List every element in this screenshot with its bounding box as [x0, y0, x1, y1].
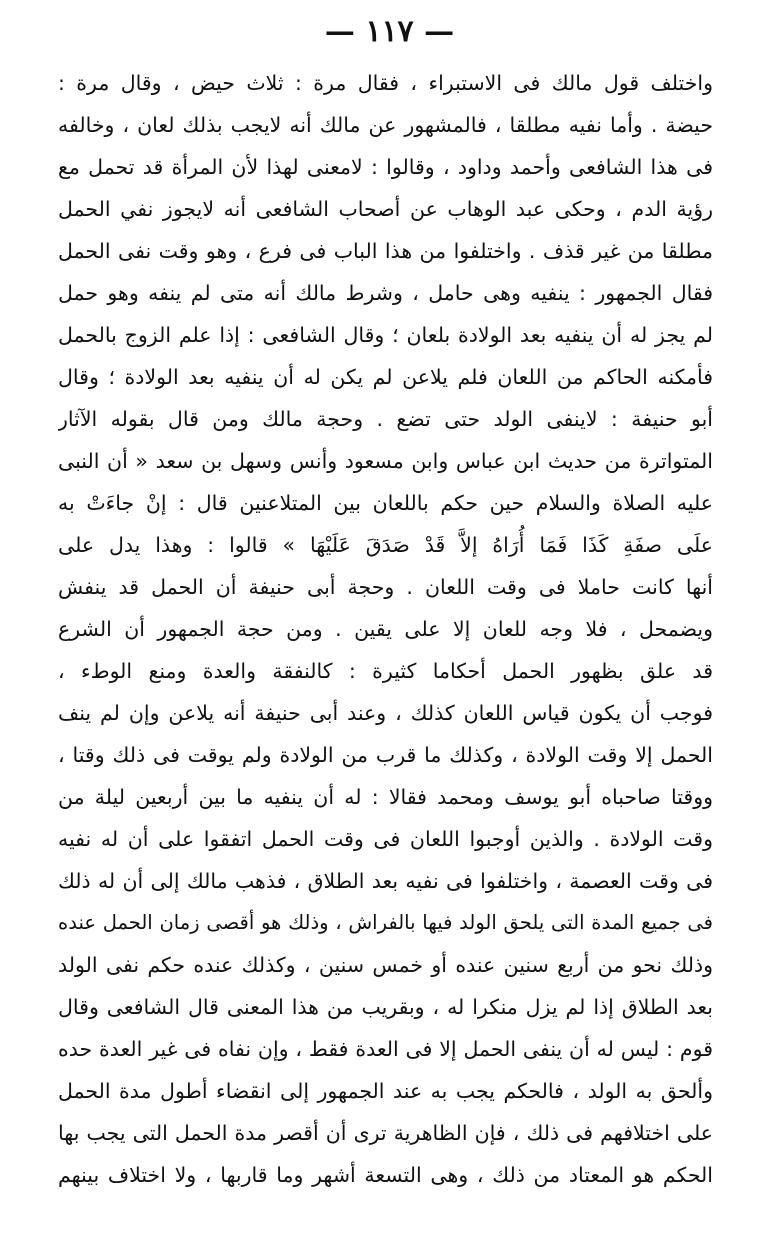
text-line: الحمل إلا وقت الولادة ، وكذلك ما قرب من الولادة ولم يوقت فى ذلك وقتا ، [58, 743, 713, 767]
text-line: واختلف قول مالك فى الاستبراء ، فقال مرة : ثلاث حيض ، وقال مرة : [58, 71, 713, 95]
text-line: ووقتا صاحباه أبو يوسف ومحمد فقالا : له أن ينفيه ما بين أربعين ليلة من [58, 785, 713, 809]
body-text [58, 62, 713, 1196]
text-line: لم يجز له أن ينفيه بعد الولادة بلعان ؛ وقال الشافعى : إذا علم الزوج بالحمل [58, 323, 713, 347]
text-line: المتواترة من حديث ابن عباس وابن مسعود وأنس وسهل بن سعد « أن النبى [58, 449, 713, 473]
text-line: وقت الولادة . والذين أوجبوا اللعان فى وقت الحمل اتفقوا على أن له نفيه [58, 827, 713, 851]
text-line: فأمكنه الحاكم من اللعان فلم يلاعن لم يكن له أن ينفيه بعد الولادة ؛ وقال [58, 365, 713, 389]
text-line: قوم : ليس له أن ينفى الحمل إلا فى العدة فقط ، وإن نفاه فى غير العدة حده [58, 1037, 713, 1061]
text-line: وذلك نحو من أربع سنين عنده أو خمس سنين ، وكذلك عنده حكم نفى الولد [58, 953, 713, 977]
text-line: أنها كانت حاملا فى وقت اللعان . وحجة أبى حنيفة أن الحمل قد ينفش [58, 575, 713, 599]
text-line: على اختلافهم فى ذلك ، فإن الظاهرية ترى أن أقصر مدة الحمل التى يجب بها [58, 1121, 713, 1145]
text-line: فى وقت العصمة ، واختلفوا فى نفيه بعد الطلاق ، فذهب مالك إلى أن له ذلك [58, 869, 713, 893]
text-line: مطلقا من غير قذف . واختلفوا من هذا الباب فى فرع ، وهو وقت نفى الحمل [58, 239, 713, 263]
text-line: ويضمحل ، فلا وجه للعان إلا على يقين . ومن حجة الجمهور أن الشرع [58, 617, 713, 641]
page-number: — ١١٧ — [324, 14, 455, 49]
text-line: عليه الصلاة والسلام حين حكم باللعان بين المتلاعنين قال : إنْ جاءَتْ به [58, 491, 713, 515]
text-line: حيضة . وأما نفيه مطلقا ، فالمشهور عن مالك أنه لايجب بذلك لعان ، وخالفه [58, 113, 713, 137]
text-line: قد علق بظهور الحمل أحكاما كثيرة : كالنفقة والعدة ومنع الوطء ، [58, 659, 713, 683]
text-line: فوجب أن يكون قياس اللعان كذلك ، وعند أبى حنيفة أنه يلاعن وإن لم ينف [58, 701, 713, 725]
text-line: رؤية الدم ، وحكى عبد الوهاب عن أصحاب الشافعى أنه لايجوز نفي الحمل [58, 197, 713, 221]
text-line: فقال الجمهور : ينفيه وهى حامل ، وشرط مالك أنه متى لم ينفه وهو حمل [58, 281, 713, 305]
text-line: أبو حنيفة : لاينفى الولد حتى تضع . وحجة مالك ومن قال بقوله الآثار [58, 407, 713, 431]
text-line: بعد الطلاق إذا لم يزل منكرا له ، وبقريب من هذا المعنى قال الشافعى وقال [58, 995, 713, 1019]
text-line: فى جميع المدة التى يلحق الولد فيها بالفراش ، وذلك هو أقصى زمان الحمل عنده [58, 911, 713, 934]
text-line: فى هذا الشافعى وأحمد وداود ، وقالوا : لامعنى لهذا لأن المرأة قد تحمل مع [58, 155, 713, 179]
text-line: وألحق به الولد ، فالحكم يجب به عند الجمهور إلى انقضاء أطول مدة الحمل [58, 1079, 713, 1103]
text-line: الحكم هو المعتاد من ذلك ، وهى التسعة أشهر وما قاربها ، ولا اختلاف بينهم [58, 1163, 713, 1187]
text-line: علَى صفَةِ كَذَا فَمَا أُرَاهُ إلاَّ قَدْ صَدَقَ عَلَيْهَا » قالوا : وهذا يدل على [58, 533, 713, 557]
